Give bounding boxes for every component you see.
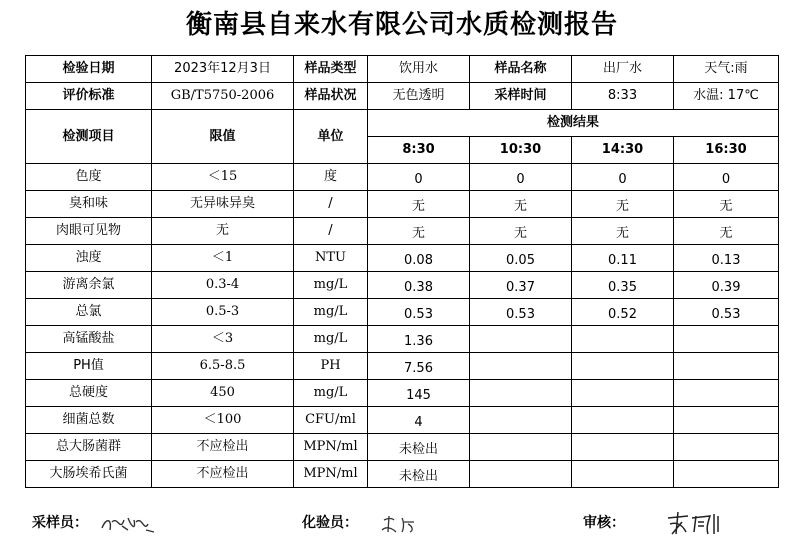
unit-cell: 度 (294, 164, 368, 191)
result-cell (572, 326, 674, 353)
report-title: 衡南县自来水有限公司水质检测报告 (185, 10, 618, 40)
limit-cell: ＜1 (152, 245, 294, 272)
table-row (26, 164, 779, 191)
result-cell: 0.52 (572, 299, 674, 326)
table-row (26, 191, 779, 218)
result-cell: 0 (674, 164, 779, 191)
result-cell: 0.05 (470, 245, 572, 272)
sample-status-label: 样品状况 (294, 83, 368, 110)
result-cell: 4 (368, 407, 470, 434)
result-cell (470, 380, 572, 407)
col-item-header: 检测项目 (26, 110, 152, 164)
limit-cell: 6.5-8.5 (152, 353, 294, 380)
result-cell (470, 326, 572, 353)
date-label: 检验日期 (26, 56, 152, 83)
table-row (26, 461, 779, 488)
table-row (26, 299, 779, 326)
unit-cell: PH (294, 353, 368, 380)
limit-cell: 不应检出 (152, 461, 294, 488)
result-cell: 0.35 (572, 272, 674, 299)
item-cell: 臭和味 (26, 191, 152, 218)
result-cell: 0.38 (368, 272, 470, 299)
result-cell: 无 (368, 218, 470, 245)
limit-cell: 无 (152, 218, 294, 245)
result-cell: 0.11 (572, 245, 674, 272)
time-header: 8:30 (368, 137, 470, 164)
item-cell: 总大肠菌群 (26, 434, 152, 461)
unit-cell: mg/L (294, 380, 368, 407)
result-cell: 0.53 (368, 299, 470, 326)
result-cell: 无 (572, 191, 674, 218)
result-cell: 0.37 (470, 272, 572, 299)
item-cell: 总氯 (26, 299, 152, 326)
sampler-label: 采样员： (32, 515, 88, 531)
result-cell: 0.53 (674, 299, 779, 326)
time-header: 16:30 (674, 137, 779, 164)
item-cell: 浊度 (26, 245, 152, 272)
result-cell (674, 434, 779, 461)
result-cell: 0.13 (674, 245, 779, 272)
limit-cell: ＜15 (152, 164, 294, 191)
unit-cell: mg/L (294, 326, 368, 353)
tester-signature (378, 510, 428, 538)
time-header: 10:30 (470, 137, 572, 164)
result-cell: 1.36 (368, 326, 470, 353)
item-cell: 细菌总数 (26, 407, 152, 434)
result-cell: 未检出 (368, 461, 470, 488)
table-row (26, 245, 779, 272)
result-cell: 0 (572, 164, 674, 191)
sample-name-label: 样品名称 (470, 56, 572, 83)
col-results-header: 检测结果 (368, 110, 779, 137)
limit-cell: 不应检出 (152, 434, 294, 461)
date-value: 2023年12月3日 (152, 56, 294, 83)
info-row-2 (26, 83, 779, 110)
report-table (25, 55, 779, 488)
result-cell (674, 326, 779, 353)
header-row-1 (26, 110, 779, 137)
result-cell: 无 (572, 218, 674, 245)
sample-type-value: 饮用水 (368, 56, 470, 83)
result-cell: 0.39 (674, 272, 779, 299)
table-row (26, 380, 779, 407)
sampling-time-value: 8:33 (572, 83, 674, 110)
limit-cell: 450 (152, 380, 294, 407)
reviewer-label: 审核： (583, 515, 625, 531)
result-cell (470, 434, 572, 461)
table-row (26, 434, 779, 461)
item-cell: PH值 (26, 353, 152, 380)
weather: 天气:雨 (674, 56, 779, 83)
result-cell (572, 434, 674, 461)
col-limit-header: 限值 (152, 110, 294, 164)
data-rows (26, 164, 779, 488)
result-cell: 无 (470, 218, 572, 245)
result-cell: 无 (674, 218, 779, 245)
result-cell (470, 353, 572, 380)
result-cell (572, 407, 674, 434)
result-cell (674, 353, 779, 380)
result-cell: 无 (470, 191, 572, 218)
result-cell: 145 (368, 380, 470, 407)
limit-cell: 0.5-3 (152, 299, 294, 326)
result-cell: 未检出 (368, 434, 470, 461)
result-cell: 无 (674, 191, 779, 218)
sample-name-value: 出厂水 (572, 56, 674, 83)
table-row (26, 326, 779, 353)
item-cell: 大肠埃希氏菌 (26, 461, 152, 488)
limit-cell: 0.3-4 (152, 272, 294, 299)
info-row-1 (26, 56, 779, 83)
sample-status-value: 无色透明 (368, 83, 470, 110)
unit-cell: mg/L (294, 299, 368, 326)
result-cell: 0.53 (470, 299, 572, 326)
result-cell: 0 (368, 164, 470, 191)
table-row (26, 218, 779, 245)
result-cell (470, 461, 572, 488)
result-cell (674, 461, 779, 488)
sampling-time-label: 采样时间 (470, 83, 572, 110)
result-cell: 0 (470, 164, 572, 191)
item-cell: 高锰酸盐 (26, 326, 152, 353)
table-row (26, 353, 779, 380)
unit-cell: MPN/ml (294, 434, 368, 461)
limit-cell: ＜100 (152, 407, 294, 434)
standard-label: 评价标准 (26, 83, 152, 110)
result-cell (674, 407, 779, 434)
result-cell (572, 380, 674, 407)
result-cell (572, 353, 674, 380)
result-cell: 7.56 (368, 353, 470, 380)
item-cell: 色度 (26, 164, 152, 191)
tester-label: 化验员： (302, 515, 358, 531)
item-cell: 肉眼可见物 (26, 218, 152, 245)
item-cell: 游离余氯 (26, 272, 152, 299)
limit-cell: 无异味异臭 (152, 191, 294, 218)
result-cell: 0.08 (368, 245, 470, 272)
result-cell: 无 (368, 191, 470, 218)
unit-cell: / (294, 191, 368, 218)
table-row (26, 272, 779, 299)
result-cell (674, 380, 779, 407)
unit-cell: NTU (294, 245, 368, 272)
item-cell: 总硬度 (26, 380, 152, 407)
water-temp: 水温: 17℃ (674, 83, 779, 110)
result-cell (470, 407, 572, 434)
standard-value: GB/T5750-2006 (152, 83, 294, 110)
unit-cell: MPN/ml (294, 461, 368, 488)
table-row (26, 407, 779, 434)
limit-cell: ＜3 (152, 326, 294, 353)
unit-cell: mg/L (294, 272, 368, 299)
col-unit-header: 单位 (294, 110, 368, 164)
sample-type-label: 样品类型 (294, 56, 368, 83)
reviewer-signature (664, 508, 728, 538)
sampler-signature (98, 508, 158, 538)
unit-cell: / (294, 218, 368, 245)
unit-cell: CFU/ml (294, 407, 368, 434)
result-cell (572, 461, 674, 488)
time-header: 14:30 (572, 137, 674, 164)
